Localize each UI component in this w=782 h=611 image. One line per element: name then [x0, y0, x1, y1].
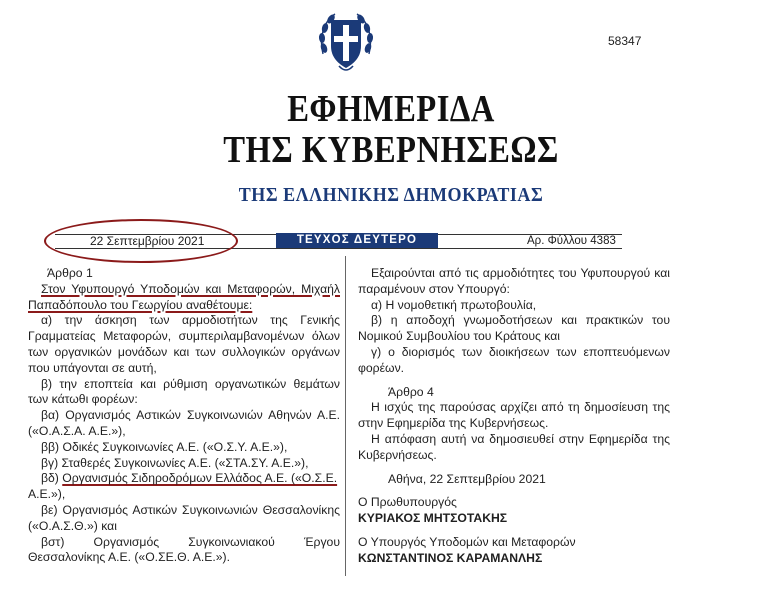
gazette-title-line1: ΕΦΗΜΕΡΙΔΑ — [287, 88, 495, 130]
item-bb: ββ) Οδικές Συγκοινωνίες Α.Ε. («Ο.Σ.Υ. Α.Ε.»), — [41, 439, 288, 454]
date-circle-annotation — [44, 219, 238, 263]
item-b: β) την εποπτεία και ρύθμιση οργανωτικών θεμάτων των κάτωθι φορέων: — [28, 376, 340, 407]
signature-date: Αθήνα, 22 Σεπτεμβρίου 2021 — [388, 471, 546, 486]
article-1-heading: Άρθρο 1 — [47, 266, 93, 280]
item-bd-highlight: Οργανισμός Σιδηροδρόμων Ελλάδος Α.Ε. («Ο.Σ.Ε. — [62, 471, 338, 486]
pm-title: Ο Πρωθυπουργός — [358, 495, 457, 510]
intro-highlight-1: Στον Υφυπουργό Υποδομών και Μεταφορών, Μιχαήλ — [41, 281, 340, 296]
issue-date: 22 Σεπτεμβρίου 2021 — [90, 234, 205, 248]
gazette-title-line2: ΤΗΣ ΚΥΒΕΡΝΗΣΕΩΣ — [223, 129, 559, 171]
article-4-heading: Άρθρο 4 — [388, 384, 434, 399]
item-ba: βα) Οργανισμός Αστικών Συγκοινωνιών Αθηνών Α.Ε. («Ο.Α.Σ.Α. Α.Ε.»), — [28, 408, 340, 438]
gazette-subtitle: ΤΗΣ ΕΛΛΗΝΙΚΗΣ ΔΗΜΟΚΡΑΤΙΑΣ — [238, 184, 544, 206]
exclusion-paragraph: Εξαιρούνται από τις αρμοδιότητες του Υφυπουργού και παραμένουν στον Υπουργό: — [358, 266, 670, 296]
exclusion-a: α) Η νομοθετική πρωτοβουλία, — [371, 297, 537, 312]
item-bst: βστ) Οργανισμός Συγκοινωνιακού Έργου Θεσσαλονίκης Α.Ε. («Ο.ΣΕ.Θ. Α.Ε.»). — [28, 534, 340, 565]
right-column — [358, 266, 670, 567]
intro-highlight-2: Παπαδόπουλο του Γεωργίου αναθέτουμε: — [28, 297, 253, 312]
minister-title: Ο Υπουργός Υποδομών και Μεταφορών — [358, 534, 576, 549]
item-be: βε) Οργανισμός Αστικών Συγκοινωνιών Θεσσαλονίκης («Ο.Α.Σ.Θ.») και — [28, 502, 340, 533]
item-bg: βγ) Σταθερές Συγκοινωνίες Α.Ε. («ΣΤΑ.ΣΥ. Α.Ε.»), — [41, 455, 309, 470]
column-separator — [345, 256, 346, 576]
item-bd-prefix: βδ) — [41, 471, 63, 486]
issue-number: 58347 — [608, 34, 642, 48]
intro-paragraph — [28, 282, 340, 314]
series-band: ΤΕΥΧΟΣ ΔΕΥΤΕΡΟ — [276, 233, 438, 248]
sheet-number: Αρ. Φύλλου 4383 — [527, 235, 616, 247]
coat-of-arms-emblem — [317, 8, 375, 76]
exclusion-b: β) η αποδοχή γνωμοδοτήσεων και πρακτικών του Νομικού Συμβουλίου του Κράτους και — [358, 313, 670, 344]
exclusion-c: γ) ο διορισμός των διοικήσεων των εποπτευόμενων φορέων. — [358, 344, 670, 375]
pm-name: ΚΥΡΙΑΚΟΣ ΜΗΤΣΟΤΑΚΗΣ — [358, 511, 508, 526]
item-bd-suffix: Α.Ε.»), — [28, 487, 66, 502]
item-a: α) την άσκηση των αρμοδιοτήτων της Γενικής Γραμματείας Μεταφορών, συμπεριλαμβανομένων όλων των οργανικών μονάδων και των συλλογικών οργάνων που υπάγονται σε αυτή, — [28, 313, 340, 375]
article-4-text-2: Η απόφαση αυτή να δημοσιευθεί στην Εφημερίδα της Κυβερνήσεως. — [358, 431, 670, 462]
item-bd — [28, 471, 340, 503]
minister-name: ΚΩΝΣΤΑΝΤΙΝΟΣ ΚΑΡΑΜΑΝΛΗΣ — [358, 550, 543, 565]
article-4-text-1: Η ισχύς της παρούσας αρχίζει από τη δημοσίευση της στην Εφημερίδα της Κυβερνήσεως. — [358, 400, 670, 431]
left-column — [28, 266, 340, 566]
